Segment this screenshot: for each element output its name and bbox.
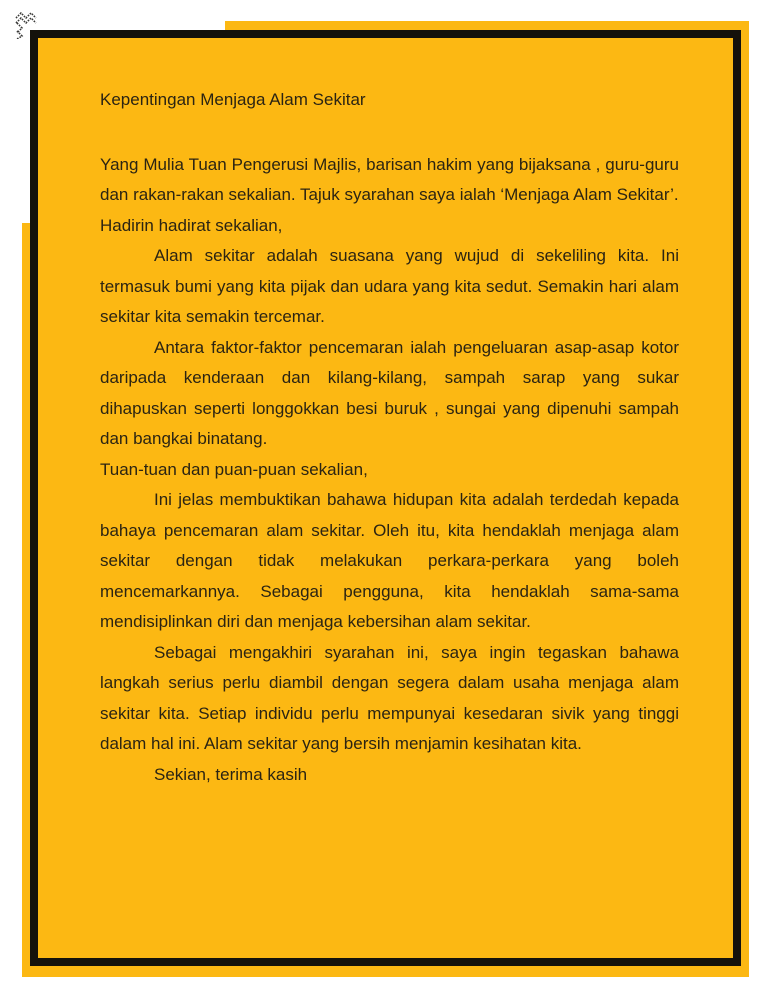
document-title: Kepentingan Menjaga Alam Sekitar (100, 90, 366, 109)
speech-paragraph: Antara faktor-faktor pencemaran ialah pengeluaran asap-asap kotor daripada kenderaan dan kilang-kilang, sampah sarap yang sukar dihapuskan seperti longgokkan besi buruk , sungai yang dipenuhi sampah dan bangkai binatang. (100, 337, 679, 448)
speech-paragraph: Yang Mulia Tuan Pengerusi Majlis, barisan hakim yang bijaksana , guru-guru dan rakan-rakan sekalian. Tajuk syarahan saya ialah ‘Menjaga Alam Sekitar’. (100, 154, 679, 204)
speech-text-block (38, 38, 733, 958)
zigzag-icon (14, 11, 38, 39)
speech-paragraph: Alam sekitar adalah suasana yang wujud di sekeliling kita. Ini termasuk bumi yang kita pijak dan udara yang kita sedut. Semakin hari alam sekitar kita semakin tercemar. (100, 246, 679, 326)
speech-paragraph: Sebagai mengakhiri syarahan ini, saya ingin tegaskan bahawa langkah serius perlu diambil dengan segera dalam usaha menjaga alam sekitar kita. Setiap individu perlu mempunyai kesedaran sivik yang tinggi dalam hal ini. Alam sekitar yang bersih menjamin kesihatan kita. (100, 642, 679, 753)
speech-closing: Sekian, terima kasih (154, 764, 308, 784)
speech-salutation: Tuan-tuan dan puan-puan sekalian, (100, 459, 368, 479)
speech-salutation: Hadirin hadirat sekalian, (100, 215, 283, 235)
document-frame (30, 30, 741, 966)
speech-paragraph: Ini jelas membuktikan bahawa hidupan kita adalah terdedah kepada bahaya pencemaran alam sekitar. Oleh itu, kita hendaklah menjaga alam sekitar dengan tidak melakukan perkara-perkara yang boleh mencemarkannya. Sebagai pengguna, kita hendaklah sama-sama mendisiplinkan diri dan menjaga kebersihan alam sekitar. (100, 490, 679, 631)
